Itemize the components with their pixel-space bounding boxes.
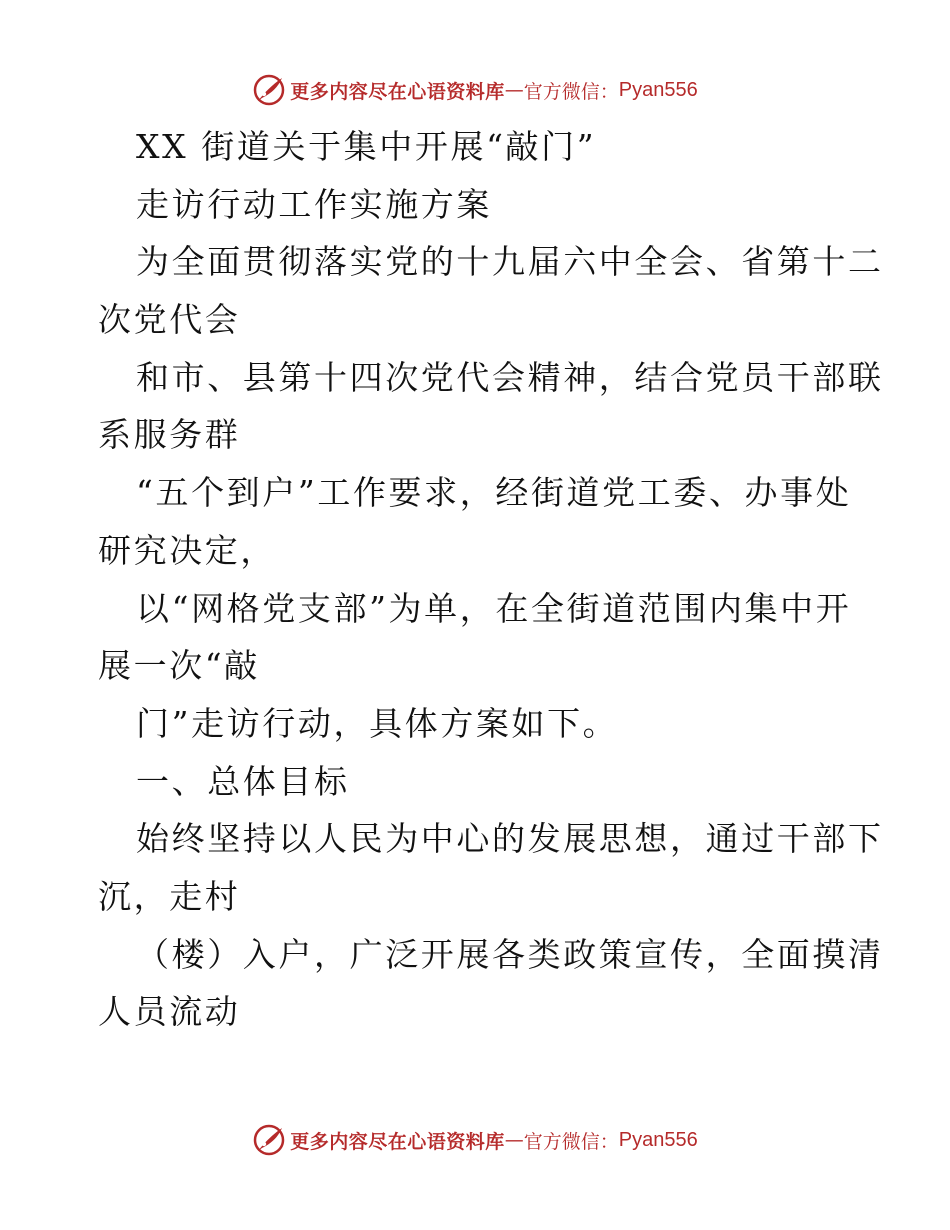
document-line: （楼）入户，广泛开展各类政策宣传，全面摸清 <box>136 934 884 974</box>
quill-logo-icon <box>252 73 286 107</box>
banner-separator: — <box>504 79 524 101</box>
document-body <box>98 118 884 1041</box>
document-line: 展一次“敲 <box>98 646 260 686</box>
footer-banner <box>0 1120 950 1160</box>
document-line: 一、总体目标 <box>136 761 350 801</box>
document-line: 研究决定， <box>98 530 276 570</box>
header-banner <box>0 70 950 110</box>
document-line: 人员流动 <box>98 992 241 1032</box>
document-line: 以“网格党支部”为单，在全街道范围内集中开 <box>136 588 852 628</box>
document-line: 沉，走村 <box>98 876 241 916</box>
document-line: 为全面贯彻落实党的十九届六中全会、省第十二 <box>136 242 884 282</box>
document-line: 和市、县第十四次党代会精神，结合党员干部联 <box>136 357 884 397</box>
banner-wechat-id: Pyan556 <box>618 1128 698 1151</box>
banner-separator: — <box>504 1129 524 1151</box>
banner-site-text: 更多内容尽在心语资料库 <box>290 80 505 103</box>
document-line: 门”走访行动，具体方案如下。 <box>136 703 619 743</box>
banner-site-text: 更多内容尽在心语资料库 <box>290 1130 505 1153</box>
document-line: 始终坚持以人民为中心的发展思想，通过干部下 <box>136 819 884 859</box>
quill-logo-icon <box>252 1123 286 1157</box>
document-line: 次党代会 <box>98 300 241 340</box>
document-line: 系服务群 <box>98 415 241 455</box>
banner-official-label: 官方微信： <box>523 80 619 103</box>
document-line: “五个到户”工作要求，经街道党工委、办事处 <box>136 473 852 513</box>
document-line: 走访行动工作实施方案 <box>136 184 492 224</box>
document-line: XX 街道关于集中开展“敲门” <box>136 127 597 166</box>
banner-wechat-id: Pyan556 <box>618 78 698 101</box>
banner-official-label: 官方微信： <box>523 1130 619 1153</box>
